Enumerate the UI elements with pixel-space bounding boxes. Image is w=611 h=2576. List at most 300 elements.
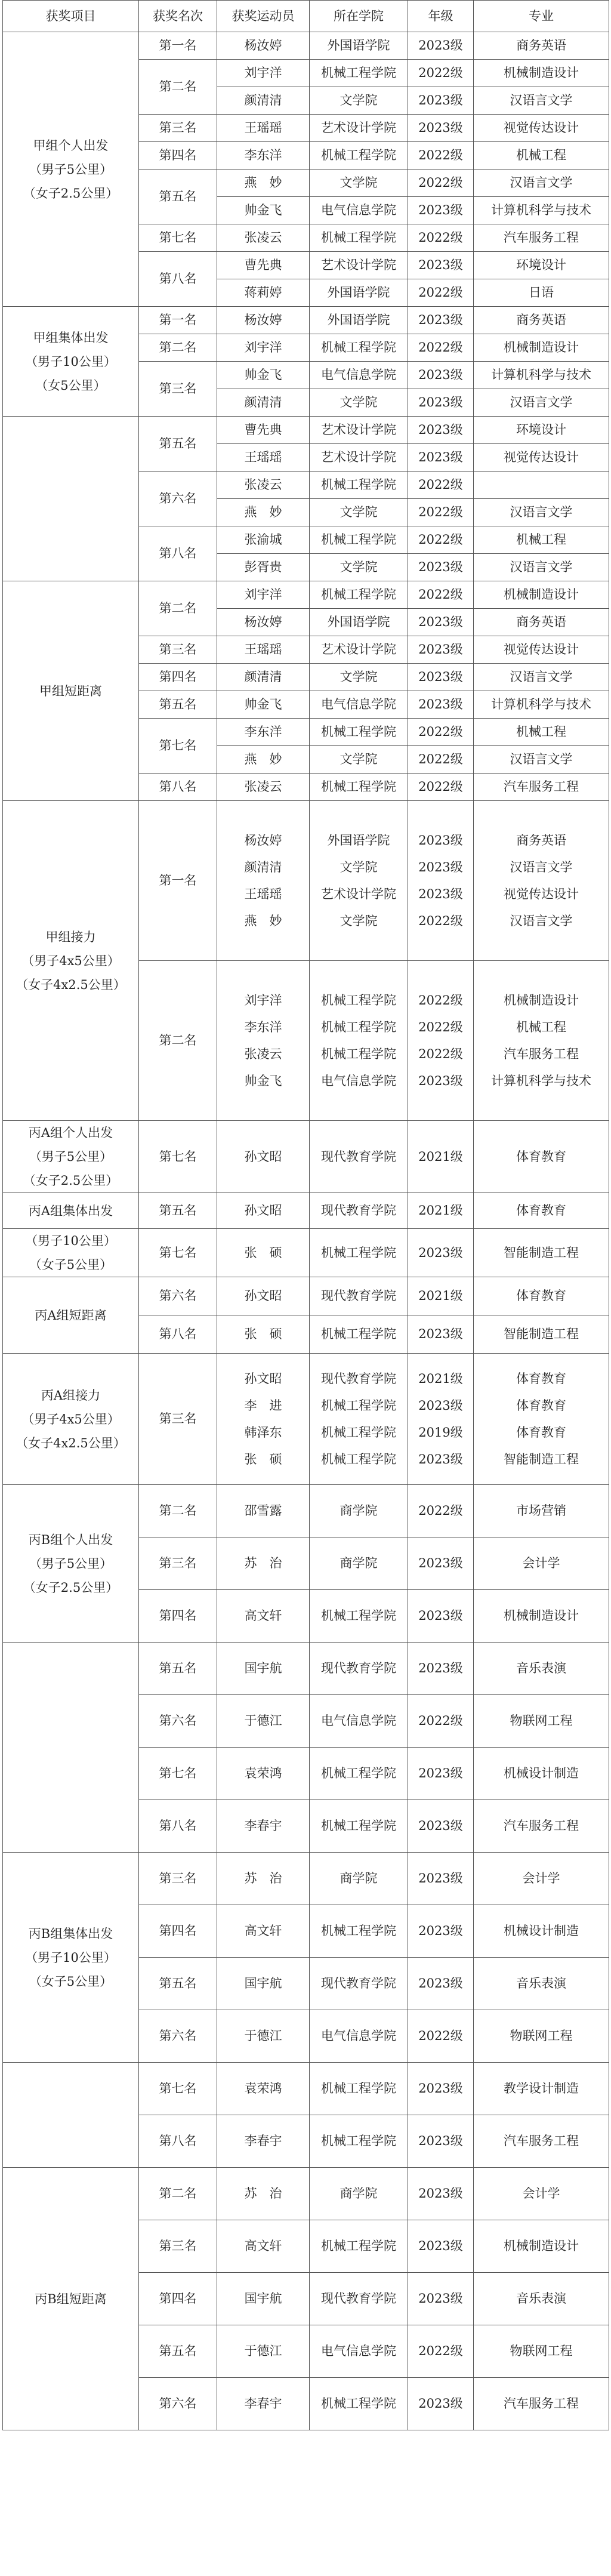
athlete-cell-line: 刘宇洋	[244, 993, 282, 1007]
college-cell-line: 艺术设计学院	[321, 886, 396, 901]
major-cell: 机械制造设计	[474, 581, 609, 609]
major-cell: 日语	[474, 279, 609, 307]
college-cell: 机械工程学院	[310, 334, 408, 362]
grade-cell: 2023级	[408, 2220, 474, 2273]
grade-cell: 2023级	[408, 362, 474, 389]
major-cell: 会计学	[474, 1853, 609, 1905]
award-category-line: 甲组接力	[45, 929, 96, 944]
rank-cell: 第四名	[139, 1590, 217, 1643]
college-cell	[310, 1354, 408, 1485]
rank-cell: 第七名	[139, 1748, 217, 1800]
athlete-cell: 李春宇	[217, 2115, 310, 2168]
rank-cell: 第五名	[139, 1643, 217, 1695]
major-cell: 商务英语	[474, 609, 609, 636]
grade-cell: 2023级	[408, 1905, 474, 1958]
athlete-cell: 张渝城	[217, 526, 310, 554]
grade-cell: 2022级	[408, 60, 474, 87]
college-cell: 机械工程学院	[310, 60, 408, 87]
grade-cell: 2023级	[408, 389, 474, 417]
grade-cell-line: 2021级	[418, 1371, 463, 1386]
major-cell-line: 商务英语	[516, 833, 566, 848]
grade-cell	[408, 801, 474, 961]
award-category-cell	[3, 1354, 139, 1485]
college-cell: 文学院	[310, 389, 408, 417]
major-cell-line: 体育教育	[516, 1425, 566, 1440]
grade-cell: 2021级	[408, 1121, 474, 1193]
major-cell-line: 汉语言文学	[510, 859, 573, 874]
athlete-cell	[217, 801, 310, 961]
athlete-cell-line: 颜清清	[244, 859, 282, 874]
grade-cell-line: 2023级	[418, 833, 463, 848]
major-cell	[474, 961, 609, 1121]
table-row	[3, 417, 609, 444]
rank-cell: 第五名	[139, 170, 217, 224]
awards-table	[2, 0, 609, 2430]
athlete-cell: 刘宇洋	[217, 334, 310, 362]
major-cell: 音乐表演	[474, 1958, 609, 2010]
athlete-cell: 燕 妙	[217, 746, 310, 774]
college-cell-line: 文学院	[340, 859, 378, 874]
athlete-cell: 国宇航	[217, 1643, 310, 1695]
college-cell: 商学院	[310, 1537, 408, 1590]
college-cell: 文学院	[310, 664, 408, 691]
grade-cell: 2022级	[408, 2010, 474, 2063]
award-category-cell	[3, 1121, 139, 1193]
grade-cell-line: 2023级	[418, 886, 463, 901]
major-cell: 计算机科学与技术	[474, 691, 609, 719]
college-cell	[310, 961, 408, 1121]
athlete-cell-line: 韩泽东	[244, 1425, 282, 1440]
athlete-cell: 杨汝婷	[217, 307, 310, 334]
athlete-cell: 高文轩	[217, 2220, 310, 2273]
athlete-cell: 杨汝婷	[217, 609, 310, 636]
college-cell: 电气信息学院	[310, 197, 408, 224]
rank-cell: 第五名	[139, 417, 217, 472]
athlete-cell: 帅金飞	[217, 362, 310, 389]
college-cell: 文学院	[310, 499, 408, 526]
rank-cell: 第七名	[139, 224, 217, 252]
major-cell: 机械制造设计	[474, 60, 609, 87]
college-cell: 机械工程学院	[310, 1905, 408, 1958]
header-rank: 获奖名次	[139, 1, 217, 32]
college-cell: 机械工程学院	[310, 581, 408, 609]
major-cell: 视觉传达设计	[474, 636, 609, 664]
major-cell: 汽车服务工程	[474, 1800, 609, 1853]
grade-cell: 2021级	[408, 1193, 474, 1229]
table-row	[3, 1229, 609, 1277]
grade-cell: 2023级	[408, 2168, 474, 2220]
rank-cell: 第八名	[139, 774, 217, 801]
rank-cell: 第一名	[139, 307, 217, 334]
rank-cell: 第二名	[139, 581, 217, 636]
college-cell: 机械工程学院	[310, 472, 408, 499]
award-category-line: 丙A组接力	[41, 1388, 101, 1403]
grade-cell: 2023级	[408, 307, 474, 334]
college-cell: 外国语学院	[310, 32, 408, 60]
college-cell-line: 机械工程学院	[321, 1452, 396, 1466]
award-category-line: （女子5公里）	[29, 1974, 113, 1989]
rank-cell: 第二名	[139, 961, 217, 1121]
rank-cell: 第六名	[139, 472, 217, 526]
college-cell: 电气信息学院	[310, 2010, 408, 2063]
table-row	[3, 307, 609, 334]
athlete-cell-line: 杨汝婷	[244, 833, 282, 848]
rank-cell: 第四名	[139, 1905, 217, 1958]
college-cell: 文学院	[310, 170, 408, 197]
rank-cell: 第七名	[139, 2063, 217, 2115]
major-cell: 汽车服务工程	[474, 774, 609, 801]
college-cell: 现代教育学院	[310, 1277, 408, 1315]
college-cell: 外国语学院	[310, 307, 408, 334]
award-category-line: 甲组个人出发	[33, 138, 109, 153]
college-cell: 外国语学院	[310, 609, 408, 636]
major-cell: 物联网工程	[474, 2010, 609, 2063]
grade-cell	[408, 1354, 474, 1485]
major-cell: 汽车服务工程	[474, 2115, 609, 2168]
rank-cell: 第三名	[139, 115, 217, 142]
college-cell: 机械工程学院	[310, 1229, 408, 1277]
grade-cell: 2022级	[408, 1695, 474, 1748]
athlete-cell: 燕 妙	[217, 499, 310, 526]
header-major: 专业	[474, 1, 609, 32]
college-cell: 现代教育学院	[310, 1121, 408, 1193]
award-category-cell	[3, 1277, 139, 1354]
athlete-cell: 李春宇	[217, 2378, 310, 2430]
college-cell: 机械工程学院	[310, 1800, 408, 1853]
table-row	[3, 1121, 609, 1193]
rank-cell: 第八名	[139, 526, 217, 581]
major-cell: 汉语言文学	[474, 87, 609, 115]
college-cell-line: 机械工程学院	[321, 1046, 396, 1061]
major-cell: 计算机科学与技术	[474, 197, 609, 224]
major-cell: 音乐表演	[474, 2273, 609, 2325]
rank-cell: 第二名	[139, 60, 217, 115]
grade-cell: 2022级	[408, 499, 474, 526]
college-cell: 商学院	[310, 2168, 408, 2220]
grade-cell: 2022级	[408, 170, 474, 197]
major-cell: 汽车服务工程	[474, 2378, 609, 2430]
athlete-cell-line: 李东洋	[244, 1019, 282, 1034]
college-cell: 现代教育学院	[310, 1643, 408, 1695]
table-row	[3, 1354, 609, 1485]
major-cell: 体育教育	[474, 1121, 609, 1193]
major-cell: 市场营销	[474, 1485, 609, 1537]
rank-cell: 第三名	[139, 636, 217, 664]
grade-cell: 2023级	[408, 115, 474, 142]
college-cell: 艺术设计学院	[310, 252, 408, 279]
athlete-cell: 张凌云	[217, 472, 310, 499]
athlete-cell: 孙文昭	[217, 1121, 310, 1193]
major-cell: 机械设计制造	[474, 1748, 609, 1800]
major-cell: 智能制造工程	[474, 1229, 609, 1277]
table-row	[3, 2168, 609, 2220]
grade-cell: 2022级	[408, 746, 474, 774]
award-category-line: 甲组集体出发	[33, 330, 109, 345]
major-cell: 物联网工程	[474, 2325, 609, 2378]
grade-cell-line: 2022级	[418, 913, 463, 928]
grade-cell: 2023级	[408, 2273, 474, 2325]
rank-cell: 第三名	[139, 1354, 217, 1485]
college-cell-line: 外国语学院	[327, 833, 390, 848]
rank-cell: 第六名	[139, 2378, 217, 2430]
athlete-cell: 杨汝婷	[217, 32, 310, 60]
athlete-cell: 国宇航	[217, 2273, 310, 2325]
rank-cell: 第五名	[139, 1958, 217, 2010]
athlete-cell: 高文轩	[217, 1590, 310, 1643]
award-category-line: （女5公里）	[35, 378, 106, 393]
header-award-item: 获奖项目	[3, 1, 139, 32]
college-cell: 文学院	[310, 87, 408, 115]
grade-cell: 2023级	[408, 417, 474, 444]
athlete-cell: 曹先典	[217, 252, 310, 279]
award-category-line: （女子2.5公里）	[23, 1580, 119, 1595]
rank-cell: 第四名	[139, 2273, 217, 2325]
header-athlete: 获奖运动员	[217, 1, 310, 32]
major-cell-line: 体育教育	[516, 1398, 566, 1413]
major-cell: 商务英语	[474, 32, 609, 60]
athlete-cell: 张凌云	[217, 224, 310, 252]
major-cell	[474, 801, 609, 961]
major-cell: 汉语言文学	[474, 554, 609, 581]
college-cell: 机械工程学院	[310, 2063, 408, 2115]
athlete-cell-line: 燕 妙	[244, 913, 282, 928]
grade-cell-line: 2023级	[418, 1452, 463, 1466]
athlete-cell: 于德江	[217, 1695, 310, 1748]
college-cell: 文学院	[310, 554, 408, 581]
college-cell: 机械工程学院	[310, 719, 408, 746]
athlete-cell: 邵雪露	[217, 1485, 310, 1537]
athlete-cell: 曹先典	[217, 417, 310, 444]
award-category-cell	[3, 1853, 139, 2063]
major-cell	[474, 1354, 609, 1485]
athlete-cell: 燕 妙	[217, 170, 310, 197]
college-cell: 机械工程学院	[310, 526, 408, 554]
athlete-cell-line: 帅金飞	[244, 1073, 282, 1088]
grade-cell-line: 2019级	[418, 1425, 463, 1440]
major-cell: 机械工程	[474, 142, 609, 170]
award-category-line: （女子5公里）	[29, 1258, 113, 1272]
college-cell: 机械工程学院	[310, 2115, 408, 2168]
grade-cell-line: 2022级	[418, 1046, 463, 1061]
athlete-cell: 帅金飞	[217, 691, 310, 719]
athlete-cell-line: 张凌云	[244, 1046, 282, 1061]
rank-cell: 第三名	[139, 1537, 217, 1590]
grade-cell: 2023级	[408, 691, 474, 719]
table-row	[3, 1853, 609, 1905]
college-cell	[310, 801, 408, 961]
college-cell: 机械工程学院	[310, 1315, 408, 1354]
rank-cell: 第六名	[139, 1695, 217, 1748]
athlete-cell: 蒋莉婷	[217, 279, 310, 307]
college-cell-line: 机械工程学院	[321, 1019, 396, 1034]
grade-cell: 2023级	[408, 197, 474, 224]
award-category-cell	[3, 1193, 139, 1229]
award-category-line: 丙B组短距离	[35, 2291, 107, 2306]
table-row	[3, 2063, 609, 2115]
award-category-cell	[3, 32, 139, 307]
award-category-line: 甲组短距离	[39, 683, 102, 698]
major-cell-line: 智能制造工程	[504, 1452, 579, 1466]
athlete-cell: 高文轩	[217, 1905, 310, 1958]
athlete-cell: 李东洋	[217, 142, 310, 170]
college-cell: 外国语学院	[310, 279, 408, 307]
major-cell: 视觉传达设计	[474, 115, 609, 142]
grade-cell-line: 2023级	[418, 1073, 463, 1088]
major-cell-line: 机械工程	[516, 1019, 566, 1034]
college-cell: 现代教育学院	[310, 1193, 408, 1229]
college-cell: 现代教育学院	[310, 2273, 408, 2325]
grade-cell: 2023级	[408, 252, 474, 279]
grade-cell: 2022级	[408, 774, 474, 801]
athlete-cell: 刘宇洋	[217, 60, 310, 87]
college-cell: 机械工程学院	[310, 1590, 408, 1643]
table-row	[3, 1277, 609, 1315]
major-cell: 汉语言文学	[474, 499, 609, 526]
rank-cell: 第八名	[139, 1315, 217, 1354]
award-category-cell	[3, 581, 139, 801]
rank-cell: 第七名	[139, 1121, 217, 1193]
grade-cell: 2022级	[408, 2325, 474, 2378]
college-cell: 机械工程学院	[310, 224, 408, 252]
college-cell: 机械工程学院	[310, 2220, 408, 2273]
award-category-line: （女子4x2.5公里）	[16, 977, 126, 992]
table-row	[3, 801, 609, 961]
rank-cell: 第五名	[139, 1193, 217, 1229]
athlete-cell: 苏 治	[217, 1537, 310, 1590]
college-cell: 艺术设计学院	[310, 417, 408, 444]
athlete-cell: 张 硕	[217, 1229, 310, 1277]
major-cell: 会计学	[474, 1537, 609, 1590]
rank-cell: 第二名	[139, 334, 217, 362]
award-category-line: （男子10公里）	[25, 1950, 116, 1965]
athlete-cell: 袁荣鸿	[217, 2063, 310, 2115]
athlete-cell: 于德江	[217, 2010, 310, 2063]
major-cell: 智能制造工程	[474, 1315, 609, 1354]
grade-cell-line: 2022级	[418, 993, 463, 1007]
grade-cell-line: 2023级	[418, 859, 463, 874]
athlete-cell: 张 硕	[217, 1315, 310, 1354]
rank-cell: 第四名	[139, 142, 217, 170]
major-cell: 汉语言文学	[474, 170, 609, 197]
college-cell-line: 文学院	[340, 913, 378, 928]
grade-cell: 2023级	[408, 1537, 474, 1590]
award-category-cell	[3, 307, 139, 417]
rank-cell: 第八名	[139, 1800, 217, 1853]
grade-cell: 2023级	[408, 664, 474, 691]
grade-cell: 2022级	[408, 472, 474, 499]
college-cell: 机械工程学院	[310, 774, 408, 801]
grade-cell: 2023级	[408, 87, 474, 115]
athlete-cell: 王瑶瑶	[217, 444, 310, 472]
major-cell-line: 汽车服务工程	[504, 1046, 579, 1061]
award-category-line: （男子5公里）	[29, 1556, 113, 1571]
major-cell: 机械制造设计	[474, 1590, 609, 1643]
college-cell: 电气信息学院	[310, 1695, 408, 1748]
grade-cell: 2023级	[408, 1315, 474, 1354]
athlete-cell-line: 孙文昭	[244, 1371, 282, 1386]
athlete-cell: 于德江	[217, 2325, 310, 2378]
grade-cell: 2023级	[408, 609, 474, 636]
grade-cell-line: 2022级	[418, 1019, 463, 1034]
major-cell: 机械制造设计	[474, 2220, 609, 2273]
major-cell: 体育教育	[474, 1277, 609, 1315]
college-cell: 文学院	[310, 746, 408, 774]
table-header-row	[3, 1, 609, 32]
grade-cell: 2023级	[408, 554, 474, 581]
athlete-cell: 张凌云	[217, 774, 310, 801]
grade-cell: 2023级	[408, 2378, 474, 2430]
rank-cell: 第二名	[139, 2168, 217, 2220]
award-category-line: 丙A组集体出发	[28, 1203, 113, 1218]
rank-cell: 第六名	[139, 2010, 217, 2063]
table-row	[3, 1485, 609, 1537]
grade-cell: 2022级	[408, 334, 474, 362]
major-cell: 机械制造设计	[474, 334, 609, 362]
award-category-line: 丙B组个人出发	[28, 1532, 113, 1547]
award-category-line: （男子4x5公里）	[21, 1412, 120, 1426]
grade-cell: 2023级	[408, 1958, 474, 2010]
major-cell-line: 汉语言文学	[510, 913, 573, 928]
award-category-cell	[3, 1229, 139, 1277]
athlete-cell-line: 王瑶瑶	[244, 886, 282, 901]
major-cell-line: 计算机科学与技术	[491, 1073, 591, 1088]
major-cell: 体育教育	[474, 1193, 609, 1229]
table-row	[3, 32, 609, 60]
rank-cell: 第七名	[139, 1229, 217, 1277]
award-category-cell	[3, 417, 139, 581]
rank-cell: 第一名	[139, 801, 217, 961]
athlete-cell: 颜清清	[217, 389, 310, 417]
grade-cell: 2023级	[408, 2063, 474, 2115]
major-cell: 汉语言文学	[474, 664, 609, 691]
athlete-cell: 李东洋	[217, 719, 310, 746]
grade-cell: 2023级	[408, 444, 474, 472]
college-cell-line: 电气信息学院	[321, 1073, 396, 1088]
award-category-cell	[3, 1643, 139, 1853]
athlete-cell: 国宇航	[217, 1958, 310, 2010]
rank-cell: 第一名	[139, 32, 217, 60]
grade-cell: 2022级	[408, 279, 474, 307]
college-cell-line: 机械工程学院	[321, 993, 396, 1007]
college-cell: 电气信息学院	[310, 691, 408, 719]
grade-cell: 2023级	[408, 1590, 474, 1643]
rank-cell: 第三名	[139, 2220, 217, 2273]
rank-cell: 第五名	[139, 2325, 217, 2378]
grade-cell: 2022级	[408, 142, 474, 170]
rank-cell: 第三名	[139, 362, 217, 417]
athlete-cell: 颜清清	[217, 87, 310, 115]
athlete-cell: 苏 治	[217, 1853, 310, 1905]
grade-cell: 2022级	[408, 1485, 474, 1537]
major-cell: 机械设计制造	[474, 1905, 609, 1958]
award-category-line: （男子10公里）	[25, 1234, 116, 1248]
grade-cell: 2023级	[408, 1748, 474, 1800]
rank-cell: 第二名	[139, 1485, 217, 1537]
rank-cell: 第四名	[139, 664, 217, 691]
athlete-cell: 袁荣鸿	[217, 1748, 310, 1800]
rank-cell: 第六名	[139, 1277, 217, 1315]
college-cell: 电气信息学院	[310, 2325, 408, 2378]
table-row	[3, 1193, 609, 1229]
athlete-cell-line: 张 硕	[244, 1452, 282, 1466]
major-cell: 教学设计制造	[474, 2063, 609, 2115]
major-cell: 物联网工程	[474, 1695, 609, 1748]
grade-cell: 2022级	[408, 581, 474, 609]
award-category-line: （男子5公里）	[29, 162, 113, 177]
award-category-line: （男子4x5公里）	[21, 953, 120, 968]
major-cell-line: 机械制造设计	[504, 993, 579, 1007]
college-cell: 商学院	[310, 1485, 408, 1537]
